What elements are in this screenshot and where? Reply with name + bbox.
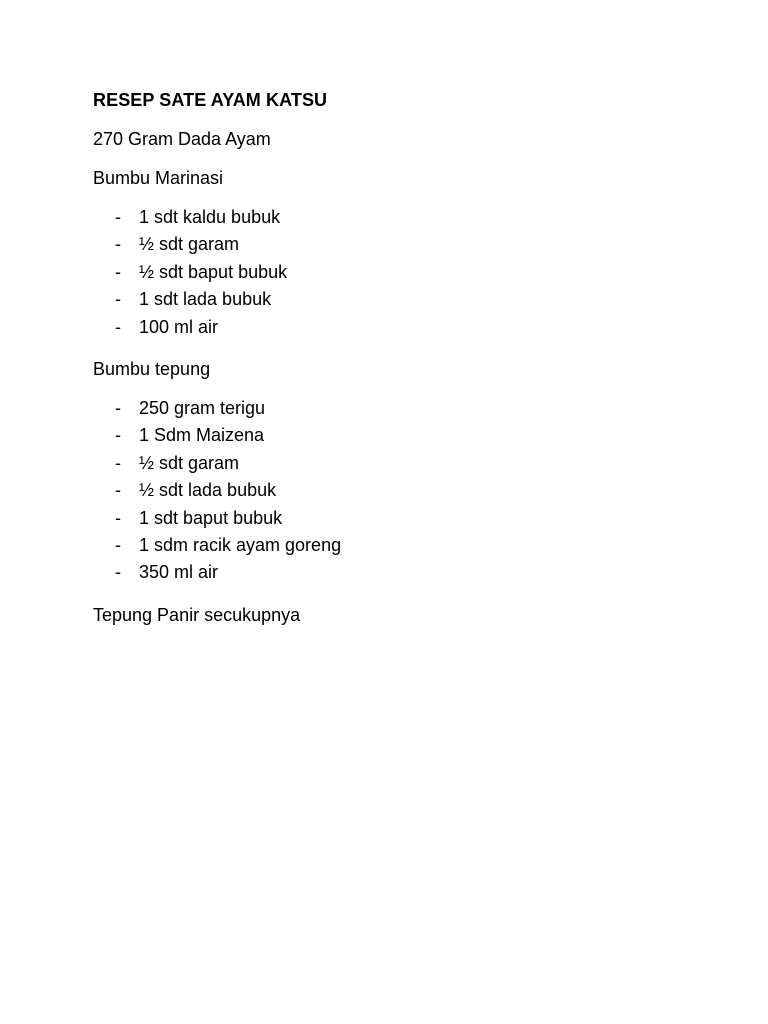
list-item: [93, 260, 693, 287]
ingredient-text: 100 ml air: [139, 316, 219, 337]
list-item: [93, 232, 693, 259]
bullet-dash: -: [115, 452, 121, 473]
bullet-dash: -: [115, 207, 121, 227]
list-item: [93, 506, 693, 533]
bullet-dash: -: [115, 289, 121, 310]
breadcrumb-coating-note: Tepung Panir secukupnya: [93, 604, 301, 625]
ingredient-text: 1 sdm racik ayam goreng: [139, 534, 342, 555]
ingredient-text: 1 Sdm Maizena: [139, 425, 265, 446]
list-item: [93, 396, 693, 423]
bullet-dash: -: [115, 534, 121, 555]
ingredient-text: ½ sdt lada bubuk: [139, 480, 277, 501]
recipe-title: RESEP SATE AYAM KATSU: [93, 90, 328, 110]
list-item: [93, 560, 693, 587]
bullet-dash: -: [115, 316, 121, 337]
ingredient-text: 250 gram terigu: [139, 397, 266, 418]
bullet-dash: -: [115, 234, 121, 255]
main-ingredient: 270 Gram Dada Ayam: [93, 129, 271, 149]
bullet-dash: -: [115, 397, 121, 418]
batter-heading: Bumbu tepung: [93, 358, 211, 379]
bullet-dash: -: [115, 507, 121, 528]
bullet-dash: -: [115, 562, 121, 583]
marinade-ingredient-list: [93, 205, 693, 342]
bullet-dash: -: [115, 425, 121, 446]
list-item: [93, 533, 693, 560]
list-item: [93, 315, 693, 342]
ingredient-text: ½ sdt garam: [139, 452, 240, 473]
ingredient-text: 1 sdt lada bubuk: [139, 289, 272, 310]
ingredient-text: 350 ml air: [139, 562, 219, 583]
ingredient-text: 1 sdt baput bubuk: [139, 507, 283, 528]
list-item: [93, 451, 693, 478]
list-item: [93, 423, 693, 450]
list-item: [93, 287, 693, 314]
batter-ingredient-list: [93, 396, 693, 588]
ingredient-text: 1 sdt kaldu bubuk: [139, 207, 281, 227]
document-body: [93, 88, 693, 642]
list-item: [93, 478, 693, 505]
bullet-dash: -: [115, 480, 121, 501]
ingredient-text: ½ sdt garam: [139, 234, 240, 255]
list-item: [93, 205, 693, 232]
bullet-dash: -: [115, 261, 121, 282]
ingredient-text: ½ sdt baput bubuk: [139, 261, 288, 282]
marinade-heading: Bumbu Marinasi: [93, 168, 224, 188]
